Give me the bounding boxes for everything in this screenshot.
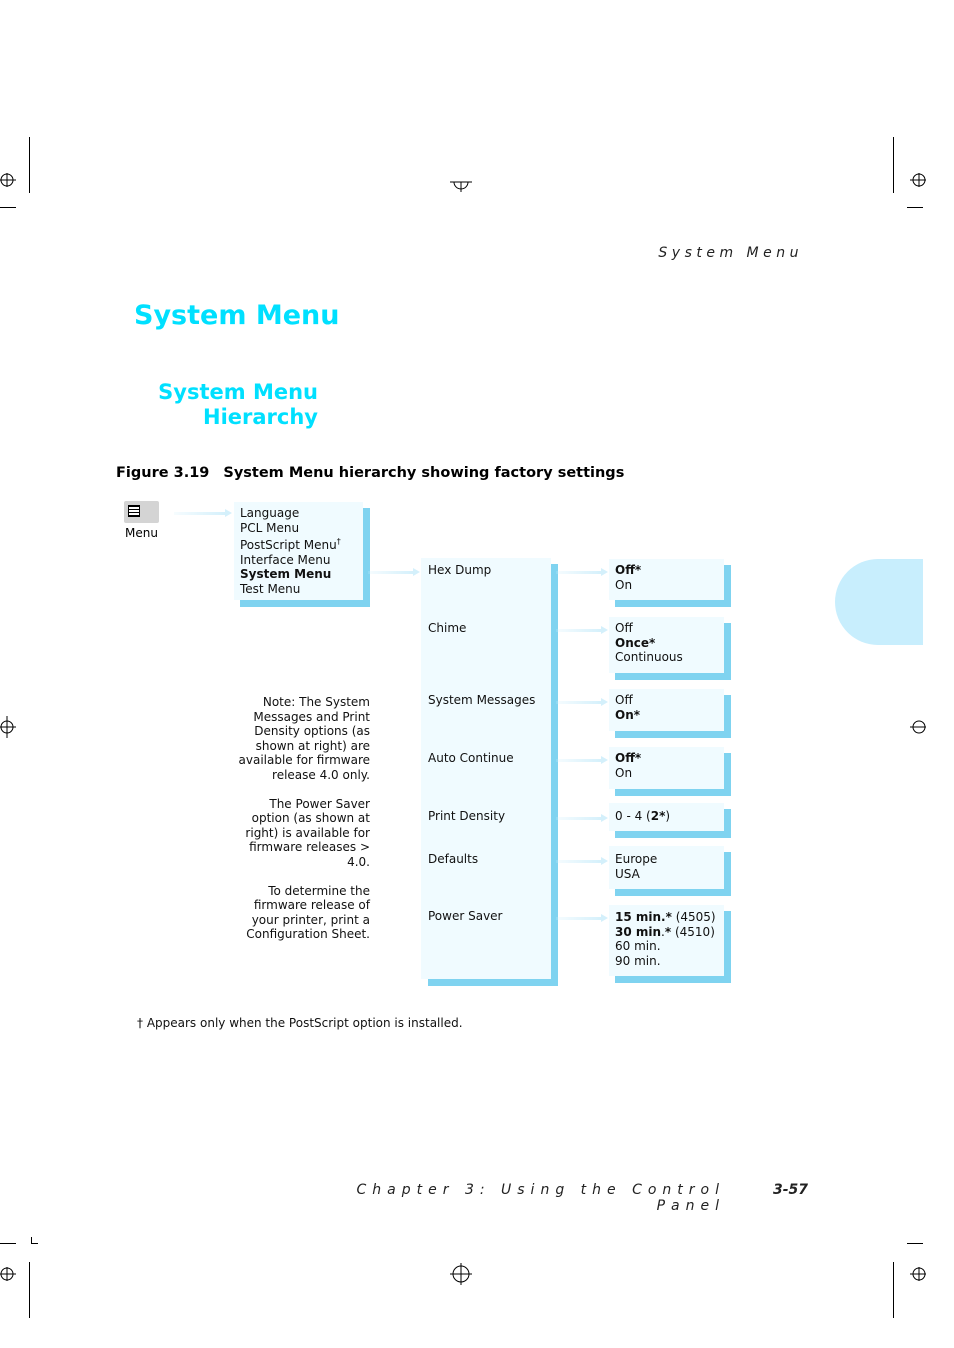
figure-number: Figure 3.19 <box>116 465 210 481</box>
option-default: Off* <box>615 751 642 765</box>
auto-continue-options <box>615 751 641 780</box>
registration-mark-icon <box>0 716 22 738</box>
option: Off <box>615 621 633 635</box>
option: On <box>615 577 633 592</box>
page-title: System Menu <box>134 300 340 331</box>
system-menu-item-hex-dump: Hex Dump <box>428 563 492 577</box>
note-paragraph: The Power Saver option (as shown at right) is available for firmware releases > 4.0. <box>245 796 370 869</box>
top-menu-item-selected: System Menu <box>240 567 332 582</box>
figure-caption <box>116 465 624 481</box>
system-messages-options <box>615 693 640 722</box>
note-paragraph: Note: The System Messages and Print Density options (as shown at right) are available for firmware release 4.0 only. <box>238 695 370 782</box>
system-menu-item-print-density: Print Density <box>428 809 506 823</box>
system-menu-item-defaults: Defaults <box>428 852 479 866</box>
top-menu-item: PCL Menu <box>240 520 300 535</box>
arrow-icon <box>556 917 602 920</box>
note-paragraph: To determine the firmware release of your printer, print a Configuration Sheet. <box>246 883 370 941</box>
system-menu-item-auto-continue: Auto Continue <box>428 751 514 765</box>
option-default: On* <box>615 707 641 722</box>
system-menu-item-system-messages: System Messages <box>428 693 536 707</box>
top-menu-item: Interface Menu <box>240 552 331 567</box>
menu-key <box>124 501 159 523</box>
registration-mark-icon <box>0 1263 22 1285</box>
print-density-options: 0 - 4 (2*) <box>615 809 671 823</box>
arrow-icon <box>556 571 602 574</box>
arrow-icon <box>174 512 226 515</box>
option-default: 2* <box>650 809 666 823</box>
chime-options <box>615 621 683 665</box>
figure-caption-text: System Menu hierarchy showing factory settings <box>223 465 625 481</box>
page-number: 3-57 <box>772 1182 808 1198</box>
registration-mark-icon <box>904 1263 926 1285</box>
registration-mark-icon <box>904 716 926 738</box>
menu-key-icon <box>128 505 140 517</box>
arrow-icon <box>556 860 602 863</box>
system-menu-item-chime: Chime <box>428 621 467 635</box>
footnote: † Appears only when the PostScript option is installed. <box>137 1016 463 1030</box>
footer-chapter: Chapter 3: Using the Control Panel <box>356 1182 725 1214</box>
top-menu-list <box>240 506 341 597</box>
option: Off <box>615 693 633 707</box>
section-title-line1: System Menu <box>158 380 318 404</box>
power-saver-options <box>615 910 716 968</box>
running-header: System Menu <box>658 245 803 261</box>
registration-mark-icon <box>0 169 22 191</box>
option: USA <box>615 866 640 881</box>
arrow-icon <box>556 759 602 762</box>
registration-mark-icon <box>450 174 472 196</box>
option: Continuous <box>615 650 683 665</box>
arrow-icon <box>368 571 414 574</box>
option: Europe <box>615 852 658 866</box>
arrow-icon <box>556 701 602 704</box>
option: On <box>615 765 633 780</box>
top-menu-item: Language <box>240 506 300 520</box>
registration-mark-icon <box>450 1263 472 1285</box>
option-default: 15 min.* (4505) <box>615 910 716 924</box>
option: 60 min. <box>615 939 661 954</box>
section-title <box>120 380 318 430</box>
top-menu-item: PostScript Menu† <box>240 537 341 553</box>
top-menu-item: Test Menu <box>240 581 301 596</box>
side-note <box>230 695 370 956</box>
option-default: 30 min.* (4510) <box>615 924 715 939</box>
option-default: Off* <box>615 563 642 577</box>
section-title-line2: Hierarchy <box>203 405 318 429</box>
option-default: Once* <box>615 635 656 650</box>
option: 90 min. <box>615 953 661 968</box>
arrow-icon <box>556 629 602 632</box>
dagger-mark: † <box>336 537 341 547</box>
system-menu-item-power-saver: Power Saver <box>428 909 503 923</box>
registration-mark-icon <box>904 169 926 191</box>
menu-key-label: Menu <box>125 526 158 540</box>
chapter-tab <box>835 559 923 645</box>
arrow-icon <box>556 817 602 820</box>
hex-dump-options <box>615 563 641 592</box>
defaults-options <box>615 852 657 881</box>
